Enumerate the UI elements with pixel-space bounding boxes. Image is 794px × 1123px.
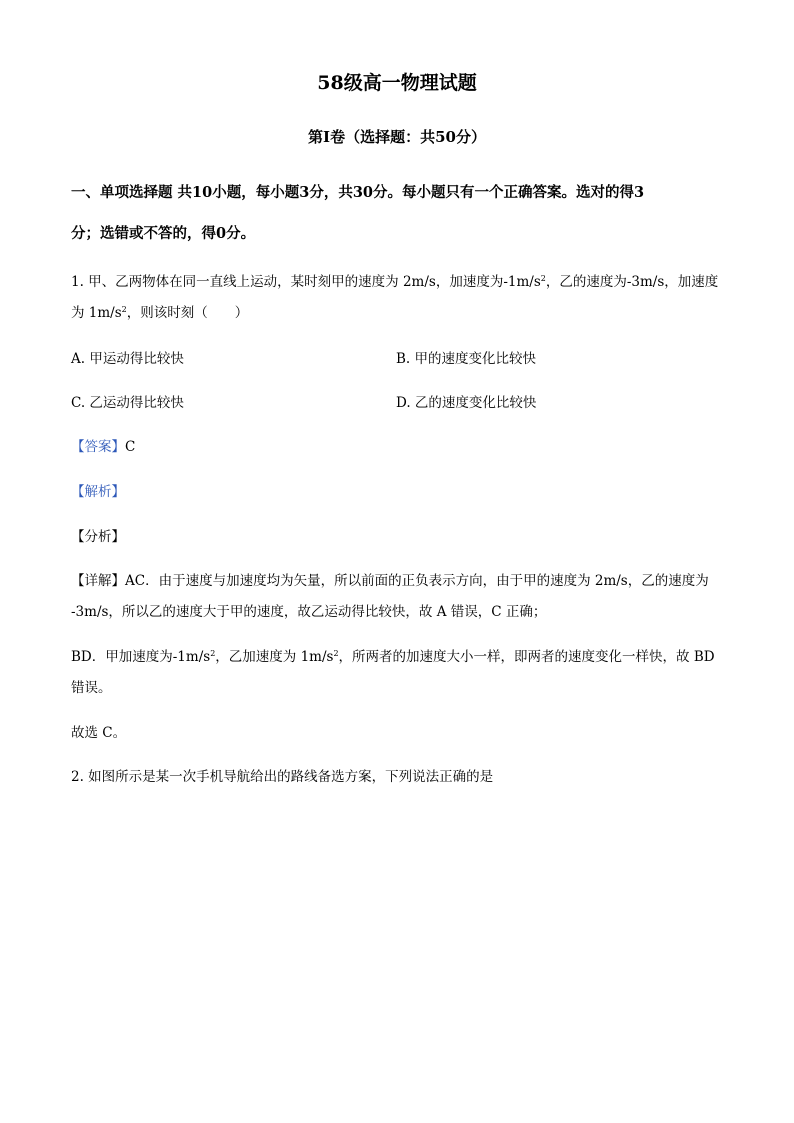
q1-bd-line2: 错误。 [71, 680, 112, 696]
q1-answer [71, 438, 135, 456]
q2-stem: 2. 如图所示是某一次手机导航给出的路线备选方案，下列说法正确的是 [71, 769, 494, 785]
q1-stem-line1 [71, 273, 718, 291]
q1-bd-line1 [71, 648, 715, 666]
q1-conclusion: 故选 C。 [71, 725, 127, 741]
bd-sup2: 2 [333, 649, 339, 658]
q1-stem-sup2: 2 [121, 305, 127, 314]
q1-option-a: A. 甲运动得比较快 [71, 351, 184, 367]
bd-line1-mid: ，乙加速度为 1m/s [215, 649, 334, 665]
q1-stem-line2 [71, 304, 248, 322]
q1-stem-line2-text: 为 1m/s [71, 305, 122, 321]
section-heading-line2: 分；选错或不答的，得0分。 [71, 225, 256, 242]
q1-stem-line1-tail: ，乙的速度为-3m/s，加速度 [545, 274, 719, 290]
bd-line1-text: BD．甲加速度为-1m/s [71, 649, 211, 665]
q1-detail-line1 [71, 572, 709, 590]
q1-stem-line1-text: 1. 甲、乙两物体在同一直线上运动，某时刻甲的速度为 2m/s，加速度为-1m/s [71, 274, 541, 290]
bd-line1-tail: ，所两者的加速度大小一样，即两者的速度变化一样快，故 BD [338, 649, 715, 665]
fenxi-tag: 【分析】 [71, 529, 125, 545]
answer-tag: 【答案】 [71, 439, 125, 455]
analysis-tag: 【解析】 [71, 484, 125, 500]
answer-value: C [125, 439, 136, 455]
q1-option-b: B. 甲的速度变化比较快 [396, 351, 537, 367]
document-title: 58级高一物理试题 [317, 72, 477, 94]
q1-option-d: D. 乙的速度变化比较快 [396, 395, 537, 411]
detail-tag: 【详解】 [71, 573, 125, 589]
part-title: 第Ⅰ卷（选择题：共50分） [308, 128, 486, 146]
detail-line1-text: AC．由于速度与加速度均为矢量，所以前面的正负表示方向，由于甲的速度为 2m/s，乙的速度为 [125, 573, 709, 589]
q1-detail-line2: -3m/s，所以乙的速度大于甲的速度，故乙运动得比较快，故 A 错误，C 正确； [71, 604, 547, 620]
q1-stem-line2-tail: ，则该时刻（ ） [126, 305, 249, 321]
q1-option-c: C. 乙运动得比较快 [71, 395, 184, 411]
bd-sup1: 2 [210, 649, 216, 658]
q1-stem-sup1: 2 [540, 274, 546, 283]
section-heading-line1: 一、单项选择题 共10小题，每小题3分，共30分。每小题只有一个正确答案。选对的得3 [71, 184, 645, 201]
